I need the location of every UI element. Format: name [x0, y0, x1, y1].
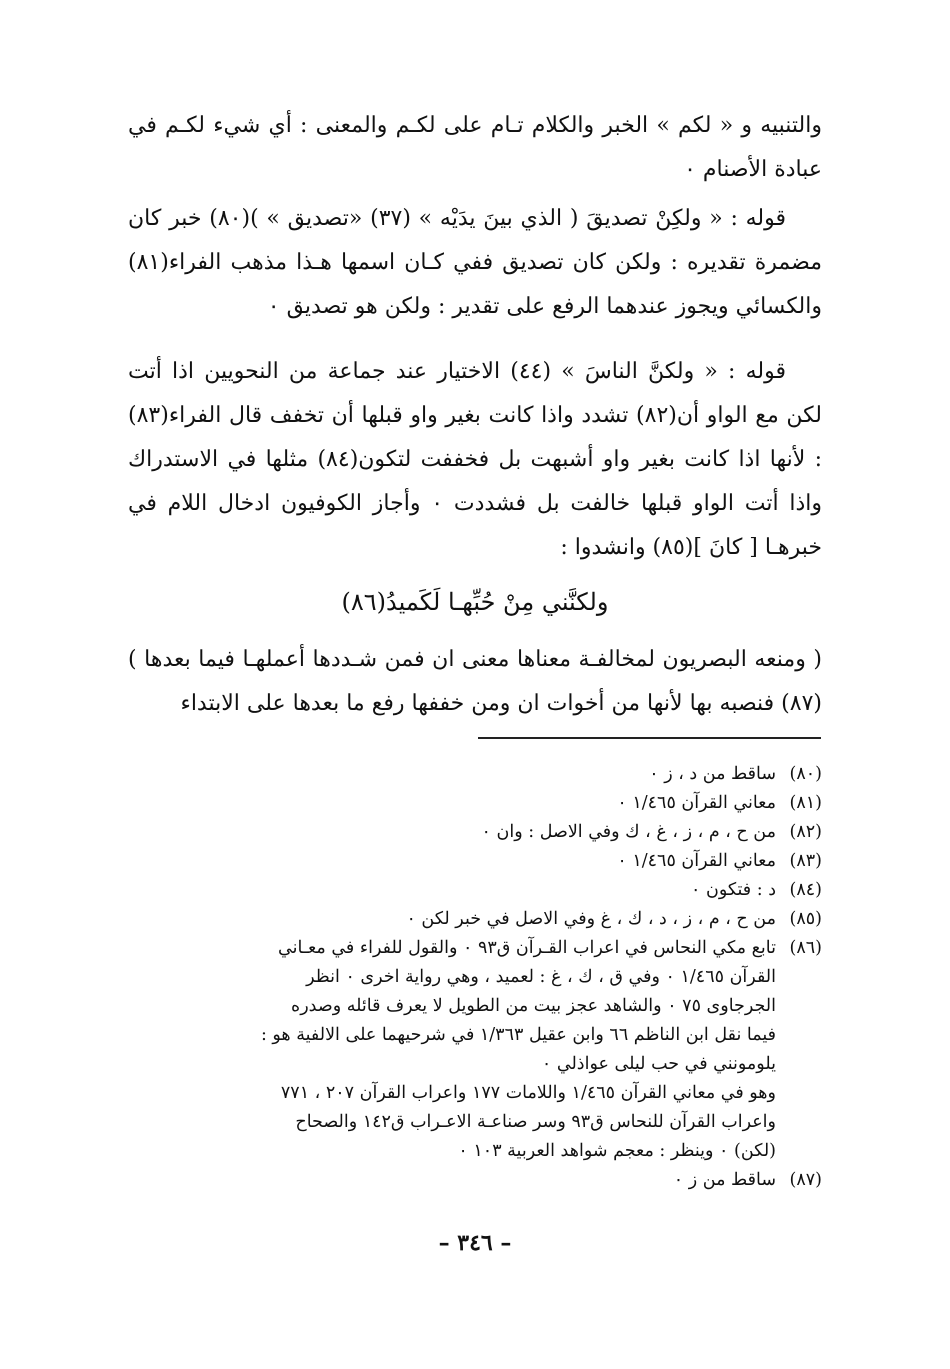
footnote-80 — [128, 760, 822, 789]
footnote-text: معاني القرآن ١/٤٦٥ ٠ — [617, 793, 776, 813]
footnote-line: الجرجاوى ٧٥ ٠ والشاهد عجز بيت من الطويل لا يعرف قائله وصدره — [291, 996, 776, 1016]
footnote-85 — [128, 905, 822, 934]
footnote-86 — [128, 934, 822, 1079]
footnote-line: تابع مكي النحاس في اعراب القـرآن ق٩٣ ٠ والقول للفراء في معـاني — [278, 938, 776, 958]
paragraph-1-text: والتنبيه و « لكم » الخبر والكلام تـام على لكـم والمعنى : أي شيء لكـم في عبادة الأصنام ٠ — [128, 113, 822, 182]
paragraph-3 — [128, 350, 822, 570]
footnote-86-continuation — [128, 1079, 822, 1166]
footnote-number: (٨٦) — [789, 938, 822, 958]
footnote-number: (٨٢) — [789, 822, 822, 842]
page-number: – ٣٤٦ – — [438, 1230, 512, 1256]
footnote-number: (٨٤) — [789, 880, 822, 900]
footnote-81 — [128, 789, 822, 818]
footnote-text: من ح ، م ، ز ، د ، ك ، غ وفي الاصل في خبر لكن ٠ — [406, 909, 776, 929]
footnote-text: ساقط من ز ٠ — [673, 1170, 776, 1190]
footnote-number: (٨٣) — [789, 851, 822, 871]
footnote-text: معاني القرآن ١/٤٦٥ ٠ — [617, 851, 776, 871]
footnote-line: (لكن) ٠ وينظر : معجم شواهد العربية ١٠٣ ٠ — [458, 1141, 776, 1161]
footnotes — [128, 760, 822, 1195]
footnote-line: واعراب القرآن للنحاس ق٩٣ وسر صناعـة الاعـراب ق١٤٢ والصحاح — [295, 1112, 776, 1132]
paragraph-2-text: قوله : « ولكِنْ تصديقَ ( الذي بينَ يدَيْه » (٣٧) «تصديق » )(٨٠) خبر كان مضمرة تقديره : ولكن كان تصديق ففي كـان اسمها هـذا مذهب الفراء(٨١) والكسائي ويجوز عندهما الرفع على تقدير : ولكن هو تصديق ٠ — [128, 206, 822, 319]
footnote-82 — [128, 818, 822, 847]
footnote-line: وهو في معاني القرآن ١/٤٦٥ واللامات ١٧٧ واعراب القرآن ٢٠٧ ، ٧٧١ — [280, 1083, 776, 1103]
paragraph-4-text: ( ومنعه البصريون لمخالفـة معناها معنى ان فمن شـددها أعملهـا فيما بعدها )(٨٧) فنصبه بها لأنها من أخوات ان ومن خففها رفع ما بعدها على الابتداء — [128, 647, 822, 716]
footnote-number: (٨١) — [789, 793, 822, 813]
footnote-line: فيما نقل ابن الناظم ٦٦ وابن عقيل ١/٣٦٣ في شرحيهما على الالفية هو : — [260, 1025, 776, 1045]
paragraph-3-text: قوله : « ولكنَّ الناسَ » (٤٤) الاختيار عند جماعة من النحويين اذا أتت لكن مع الواو أن(٨٢) تشدد واذا كانت بغير واو قبلها أن تخفف قال الفراء(٨٣) : لأنها اذا كانت بغير واو أشبهت بل فخففت لتكون(٨٤) مثلها في الاستدراك واذا أتت الواو قبلها خالفت بل فشددت ٠ وأجاز الكوفيون ادخال اللام في خبرهـا [ كانَ ](٨٥) وانشدوا : — [128, 359, 823, 560]
footnote-line: يلومونني في حب ليلى عواذلي ٠ — [541, 1054, 776, 1074]
footnote-text: د : فتكون ٠ — [691, 880, 776, 900]
footnote-84 — [128, 876, 822, 905]
paragraph-2 — [128, 197, 822, 329]
footnote-text: ساقط من د ، ز ٠ — [649, 764, 776, 784]
footnote-number: (٨٥) — [789, 909, 822, 929]
paragraph-1 — [128, 104, 822, 192]
footnote-text — [128, 934, 776, 1079]
footnote-87 — [128, 1166, 822, 1195]
footnote-text: من ح ، م ، ز ، غ ، ك وفي الاصل : وان ٠ — [481, 822, 776, 842]
footnote-83 — [128, 847, 822, 876]
paragraph-4 — [128, 638, 822, 726]
footnote-number: (٨٧) — [789, 1170, 822, 1190]
footnote-separator — [478, 737, 821, 739]
footnote-line: القرآن ١/٤٦٥ ٠ وفي ق ، ك ، غ : لعميد ، وهي رواية اخرى ٠ انظر — [306, 967, 776, 987]
poetry-verse: ولكنَّني مِنْ حُبِّهـا لَكَميدُ(٨٦) — [341, 588, 609, 616]
footnote-number: (٨٠) — [789, 764, 822, 784]
